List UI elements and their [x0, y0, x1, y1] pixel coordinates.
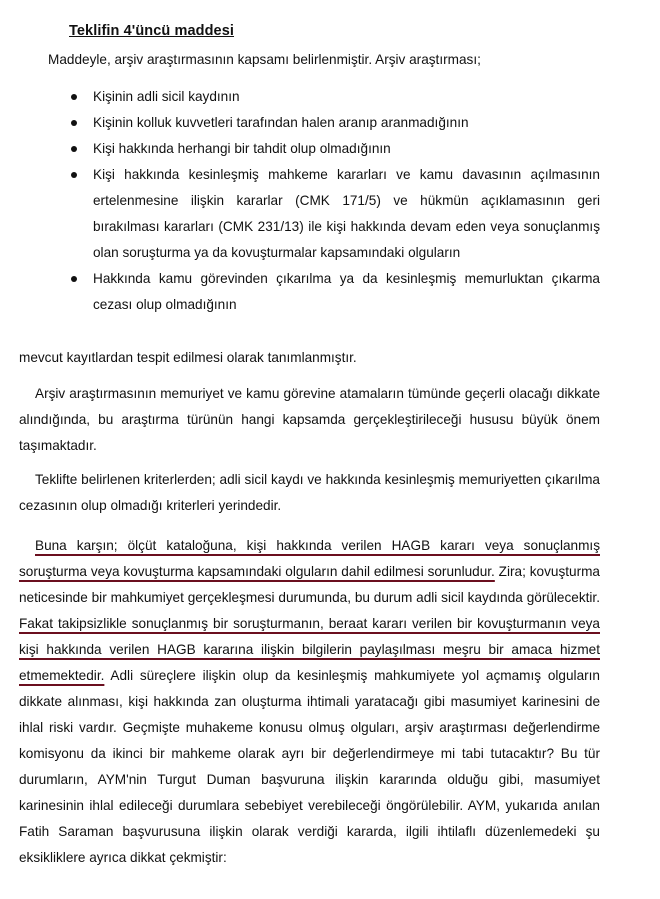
- intro-paragraph: Maddeyle, arşiv araştırmasının kapsamı belirlenmiştir. Arşiv araştırması;: [48, 52, 481, 67]
- highlighted-sentence: Fakat takipsizlikle sonuçlanmış bir soruşturmanın, beraat kararı verilen bir kovuşturmanın veya kişi hakkında verilen HAGB kararına ilişkin bilgilerin paylaşılması meşru bir amaca hizmet etmemektedir.: [19, 616, 600, 683]
- list-item: Kişi hakkında kesinleşmiş mahkeme kararları ve kamu davasının açılmasının ertelenmesine ilişkin kararlar (CMK 171/5) ve hükmün açıklamasının geri bırakılması kararları (CMK 231/13) ile kişi hakkında devam eden veya sonuçlanmış olan soruşturma ya da kovuşturmalar kapsamındaki olguların: [68, 162, 600, 266]
- section-heading: Teklifin 4'üncü maddesi: [69, 23, 235, 39]
- highlighted-sentence: Buna karşın; ölçüt kataloğuna, kişi hakkında verilen HAGB kararı veya sonuçlanmış soruşturma veya kovuşturma kapsamındaki olguların dahil edilmesi sorunludur.: [19, 538, 600, 579]
- list-item: Hakkında kamu görevinden çıkarılma ya da kesinleşmiş memurluktan çıkarma cezası olup olmadığının: [68, 266, 600, 318]
- criteria-list: [68, 84, 600, 318]
- paragraph-text: Zira; kovuşturma neticesinde bir mahkumiyet gerçekleşmesi durumunda, bu durum adli sicil kaydında görülecektir.: [19, 564, 600, 605]
- paragraph-text: Adli süreçlere ilişkin olup da kesinleşmiş mahkumiyete yol açmamış olguların dikkate alınması, kişi hakkında zan oluşturma ihtimali yaratacağı gibi masumiyet karinesini de ihlal riski vardır. Geçmişte muhakeme konusu olmuş olguları, arşiv araştırması değerlendirme komisyonu da ikinci bir mahkeme olarak ayrı bir değerlendirmeye mi tabi tutacaktır? Bu tür durumların, AYM'nin Turgut Duman başvuruna ilişkin kararında olduğu gibi, masumiyet karinesinin ihlal edileceği durumlara sebebiyet verebileceği öngörülebilir. AYM, yukarıda anılan Fatih Saraman başvurusuna ilişkin olarak verdiği kararda, ilgili ihtilaflı düzenlemedeki şu eksikliklere ayrıca dikkat çekmiştir:: [19, 668, 600, 865]
- list-item: Kişinin adli sicil kaydının: [68, 84, 600, 110]
- closing-line: mevcut kayıtlardan tespit edilmesi olarak tanımlanmıştır.: [19, 350, 357, 365]
- list-item: Kişi hakkında herhangi bir tahdit olup olmadığının: [68, 136, 600, 162]
- list-item: Kişinin kolluk kuvvetleri tarafından halen aranıp aranmadığının: [68, 110, 600, 136]
- paragraph-criteria: Teklifte belirlenen kriterlerden; adli sicil kaydı ve hakkında kesinleşmiş memuriyetten çıkarılma cezasının olup olmadığı kriterleri yerindedir.: [19, 472, 600, 513]
- paragraph-scope: Arşiv araştırmasının memuriyet ve kamu görevine atamaların tümünde geçerli olacağı dikkate alındığında, bu araştırma türünün hangi kapsamda gerçekleştirileceği hususu büyük önem taşımaktadır.: [19, 386, 600, 453]
- paragraph-critique: [19, 533, 600, 871]
